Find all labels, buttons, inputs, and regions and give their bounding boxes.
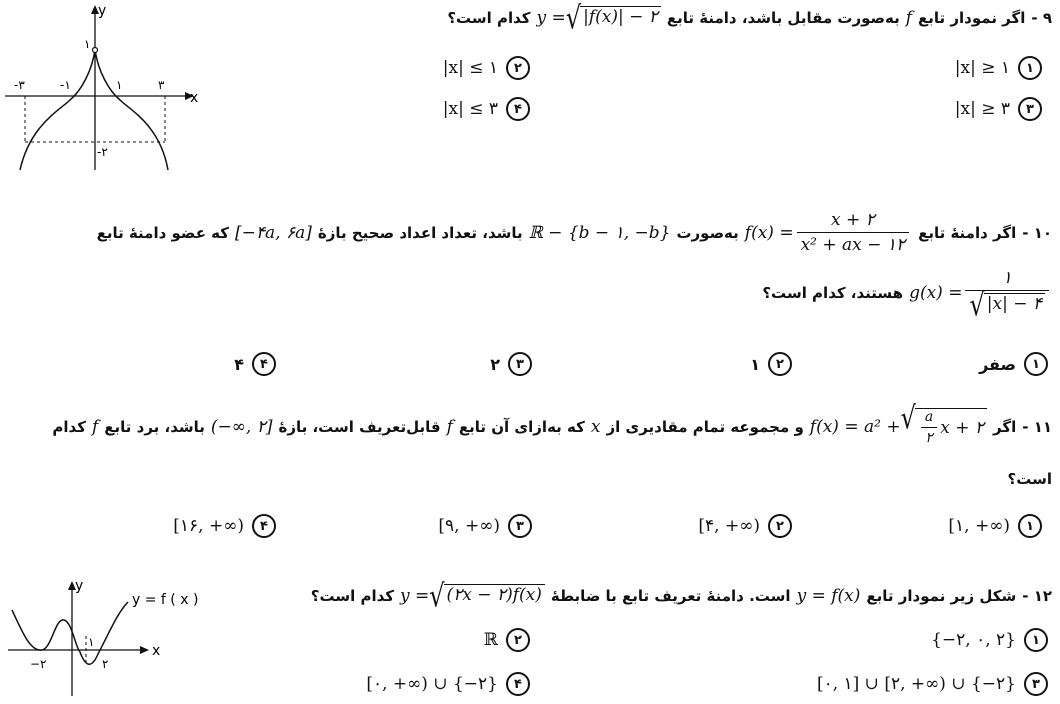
q12-expression [399, 577, 545, 615]
q9-graph-x-label: x [190, 90, 199, 106]
q11-option-3[interactable] [438, 514, 532, 538]
q10-option-3-text: ۲ [490, 354, 500, 374]
q10-option-3[interactable] [490, 352, 532, 376]
q10-option-2[interactable] [750, 352, 792, 376]
q11-rad-rest: x + ۲ [940, 417, 985, 438]
q11-option-4-text: [۱۶, +∞) [173, 516, 244, 536]
q12-graph-function-label: y = f ( x ) [132, 592, 199, 608]
q9-option-2[interactable] [443, 56, 530, 80]
q9-graph-y-label: y [98, 3, 107, 19]
q12-option-2[interactable] [484, 628, 530, 652]
q10-text-d: که عضو دامنهٔ تابع [96, 223, 230, 242]
q12-expr-radicand: (۲x − ۲)f(x) [444, 584, 545, 608]
q9-f: f [905, 8, 913, 28]
q9-graph-neg1-label: -۱ [60, 78, 71, 92]
q10-stem-line2 [762, 268, 1052, 324]
q10-option-1-number: ۱ [1024, 352, 1048, 376]
q10-text-a: اگر دامنهٔ تابع [918, 223, 1017, 242]
q9-graph [0, 0, 210, 175]
q9-graph-top-label: ۱ [84, 37, 91, 51]
q9-text-c: کدام است؟ [447, 9, 531, 27]
q11-option-2-text: [۴, +∞) [698, 516, 760, 536]
q10-g-lhs: g(x) = [909, 283, 963, 303]
q12-option-1-number: ۱ [1024, 628, 1048, 652]
q12-option-3[interactable] [817, 672, 1048, 696]
q12-stem [310, 577, 1052, 615]
q9-option-1-text: |x| ≥ ۱ [954, 58, 1010, 78]
q9-graph-neg2-label: -۲ [97, 145, 108, 159]
q10-option-3-number: ۳ [508, 352, 532, 376]
q11-f-expression [809, 399, 987, 446]
q12-option-4[interactable] [366, 672, 530, 696]
q11-option-1[interactable] [948, 514, 1042, 538]
q12-graph-x-arrow [140, 646, 149, 654]
q9-option-3[interactable] [955, 97, 1042, 121]
q12-graph-x-label: x [152, 643, 161, 659]
q10-g-fraction [965, 268, 1049, 324]
q10-text-b: به‌صورت [676, 223, 739, 242]
q11-f-1: f [446, 417, 453, 437]
q9-graph-pos3-label: ۳ [158, 78, 165, 92]
q12-option-4-text: [۰, +∞) ∪ {−۲} [366, 674, 498, 694]
q11-rad-two: ۲ [921, 427, 937, 446]
q12-text-a: شکل زیر نمودار تابع [866, 587, 1017, 605]
q12-graph-curve [12, 602, 128, 664]
q11-stem-line1 [52, 399, 1052, 446]
q12-number: ۱۲ - [1022, 587, 1052, 605]
q10-option-2-text: ۱ [750, 354, 760, 374]
q10-g-radicand: |x| − ۴ [984, 293, 1045, 317]
q10-option-2-number: ۲ [768, 352, 792, 376]
q9-expr-lhs: y = [536, 8, 566, 28]
q11-number: ۱۱ - [1022, 418, 1052, 436]
q11-option-2-number: ۲ [768, 514, 792, 538]
q9-graph-open-point [93, 48, 98, 53]
q9-option-3-text: |x| ≥ ۳ [954, 99, 1010, 119]
q12-option-2-number: ۲ [506, 628, 530, 652]
q11-sqrt: √ $\frac{a}{۲}$ x + ۲ [901, 408, 987, 446]
q12-graph-neg2-label: −۲ [30, 657, 47, 671]
q12-sqrt: √ (۲x − ۲)f(x) [429, 584, 545, 608]
q10-text-c: باشد، تعداد اعداد صحیح بازهٔ [317, 223, 523, 242]
q9-expression [536, 0, 661, 37]
q11-option-2[interactable] [698, 514, 792, 538]
q11-option-3-number: ۳ [508, 514, 532, 538]
q9-option-4[interactable] [443, 97, 530, 121]
q10-g-numerator: ۱ [1002, 268, 1012, 288]
q10-option-1-text: صفر [979, 354, 1016, 374]
q12-fx: y = f(x) [796, 586, 861, 606]
q11-text-a: اگر [993, 418, 1017, 436]
q10-set: ℝ − {b − ۱, −b} [528, 222, 671, 243]
q9-option-2-number: ۲ [506, 56, 530, 80]
q11-f-2: f [91, 417, 99, 437]
q11-text-f: کدام [52, 418, 86, 436]
q9-text-a: اگر نمودار تابع [918, 9, 1026, 27]
q11-rad-a: a [924, 409, 934, 425]
q11-option-3-text: [۹, +∞) [438, 516, 500, 536]
q9-option-2-text: |x| ≤ ۱ [442, 58, 498, 78]
q11-text-d: قابل‌تعریف است، بازهٔ [278, 418, 441, 436]
q10-f-denominator: x² + ax − ۱۲ [797, 232, 910, 255]
q12-option-3-text: [۰, ۱] ∪ [۲, +∞) ∪ {−۲} [816, 674, 1016, 694]
q11-x: x [590, 417, 601, 437]
q10-f-numerator: x + ۲ [830, 210, 875, 230]
q12-option-1[interactable] [931, 628, 1048, 652]
q12-graph [0, 576, 215, 700]
q10-f-fraction [797, 210, 910, 255]
q10-g-expression [909, 268, 1052, 324]
q9-stem [447, 0, 1052, 37]
q12-option-3-number: ۳ [1024, 672, 1048, 696]
q11-option-1-text: [۱, +∞) [948, 516, 1010, 536]
q9-option-4-text: |x| ≤ ۳ [442, 99, 498, 119]
q9-graph-pos1-label: ۱ [116, 78, 123, 92]
q12-text-c: کدام است؟ [310, 587, 394, 605]
q11-option-4[interactable] [173, 514, 276, 538]
q11-option-1-number: ۱ [1018, 514, 1042, 538]
q9-option-1-number: ۱ [1018, 56, 1042, 80]
q12-text-b: است. دامنهٔ تعریف تابع با ضابطهٔ [550, 587, 791, 605]
q11-text-b: و مجموعه تمام مقادیری از [606, 418, 804, 436]
q10-option-4[interactable] [234, 352, 276, 376]
q10-interval: [−۴a, ۶a] [235, 222, 312, 243]
q11-interval: (−∞, ۲] [210, 417, 273, 437]
q11-f-lhs: f(x) = a² + [809, 417, 901, 437]
q12-expr-lhs: y = [399, 586, 430, 606]
q10-text-e: هستند، کدام است؟ [762, 284, 904, 302]
q9-sqrt: √ |f(x)| − ۲ [566, 6, 661, 30]
q11-option-4-number: ۴ [252, 514, 276, 538]
q11-text-e: باشد، برد تابع [104, 418, 205, 436]
q10-option-1[interactable] [979, 352, 1048, 376]
q12-graph-two-label: ۲ [102, 657, 109, 671]
q10-option-4-number: ۴ [252, 352, 276, 376]
q11-text-c: که به‌ازای آن تابع [458, 418, 585, 436]
q9-option-3-number: ۳ [1018, 97, 1042, 121]
q12-graph-one-label: ۱ [88, 635, 95, 649]
q9-option-4-number: ۴ [506, 97, 530, 121]
q10-number: ۱۰ - [1022, 223, 1052, 242]
q12-graph-y-label: y [75, 578, 84, 594]
q11-text-g: است؟ [1007, 470, 1052, 488]
q12-option-1-text: {−۲, ۰, ۲} [931, 630, 1016, 650]
q9-expr-radicand: |f(x)| − ۲ [580, 6, 661, 30]
q12-option-2-text: ℝ [483, 630, 498, 650]
q10-g-denominator: √ |x| − ۴ [965, 290, 1049, 318]
q12-option-4-number: ۴ [506, 672, 530, 696]
q9-number: ۹ - [1031, 9, 1052, 27]
q9-graph-neg3-label: -۳ [14, 78, 25, 92]
q10-f-expression [745, 210, 912, 255]
q9-option-1[interactable] [955, 56, 1042, 80]
q10-stem-line1 [97, 210, 1052, 255]
q11-stem-line2 [1008, 470, 1052, 488]
q9-text-b: به‌صورت مقابل باشد، دامنهٔ تابع [666, 9, 900, 27]
q9-graph-curve [20, 50, 168, 170]
q10-option-4-text: ۴ [234, 354, 244, 374]
q10-f-lhs: f(x) = [744, 222, 794, 243]
